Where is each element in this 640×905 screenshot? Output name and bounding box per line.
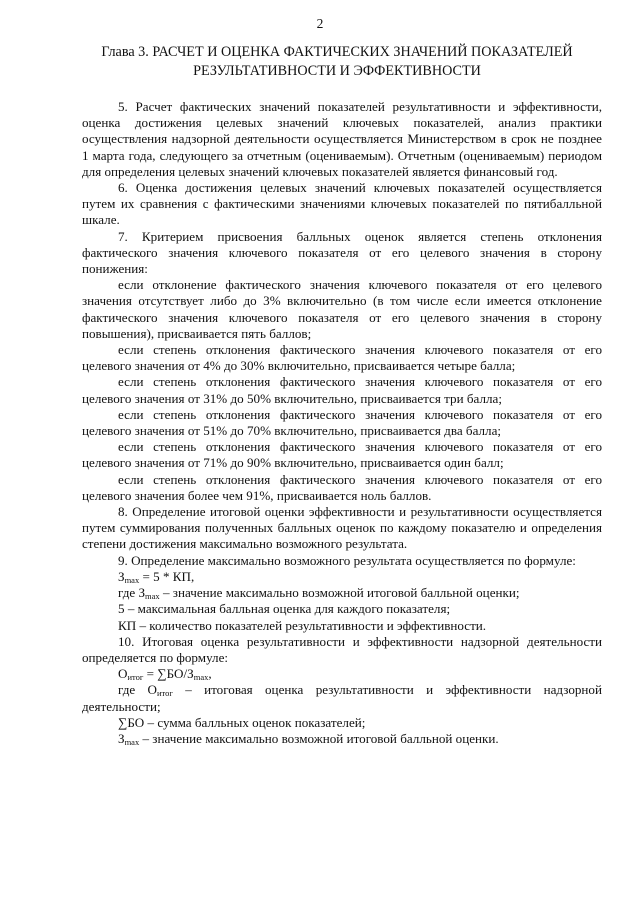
criterion-three-points: если степень отклонения фактического значения ключевого показателя от его целевого значения от 31% до 50% включительно, присваивается три балла; bbox=[82, 374, 602, 406]
formula-max-rhs: = 5 * КП, bbox=[139, 568, 195, 584]
paragraph-7: 7. Критерием присвоения балльных оценок является степень отклонения фактического значения ключевого показателя от его целевого значения в сторону понижения: bbox=[82, 228, 602, 277]
page-number: 2 bbox=[316, 16, 324, 31]
formula-max-score bbox=[82, 569, 602, 585]
criterion-five-points: если отклонение фактического значения ключевого показателя от его целевого значения отсутствует либо до 3% включительно (в том числе если имеется отклонение фактического значения ключевого показателя от его целевого значения в сторону повышения), присваивается пять баллов; bbox=[82, 277, 602, 341]
paragraph-10: 10. Итоговая оценка результативности и эффективности надзорной деятельности определяется по формуле: bbox=[82, 633, 602, 665]
formula-final-lhs: О bbox=[118, 666, 128, 682]
def-prefix: где О bbox=[118, 682, 157, 698]
formula-final-tail: , bbox=[208, 666, 212, 682]
criterion-two-points: если степень отклонения фактического значения ключевого показателя от его целевого значения от 51% до 70% включительно, присваивается два балла; bbox=[82, 406, 602, 439]
paragraph-8: 8. Определение итоговой оценки эффективности и результативности осуществляется путем суммирования полученных балльных оценок по каждому показателю и определения степени достижения максимально возможного результата. bbox=[82, 504, 602, 552]
def-subscript: max bbox=[124, 736, 140, 747]
def-text: – значение максимально возможной итоговой балльной оценки. bbox=[139, 730, 499, 746]
formula-final-definition-1 bbox=[82, 682, 602, 714]
def-text: – итоговая оценка результативности и эффективности надзорной деятельности; bbox=[82, 682, 602, 714]
criterion-zero-points: если степень отклонения фактического значения ключевого показателя от его целевого значения более чем 91%, присваивается ноль баллов. bbox=[82, 471, 602, 503]
paragraph-5: 5. Расчет фактических значений показателей результативности и эффективности, оценка достижения целевых значений ключевых показателей, анализ практики осуществления надзорной деятельности осуществляется Министерством в срок не позднее 1 марта года, следующего за отчетным (оцениваемым). Отчетным (оцениваемым) периодом для определения целевых значений ключевых показателей является финансовый год. bbox=[82, 99, 602, 179]
formula-final-score bbox=[82, 666, 602, 682]
chapter-title: Глава 3. РАСЧЕТ И ОЦЕНКА ФАКТИЧЕСКИХ ЗНАЧЕНИЙ ПОКАЗАТЕЛЕЙ РЕЗУЛЬТАТИВНОСТИ И ЭФФЕКТИВНОСТИ bbox=[101, 44, 573, 79]
formula-final-mid: = ∑БО/З bbox=[143, 666, 194, 682]
formula-final-definition-3 bbox=[82, 731, 602, 747]
criterion-one-point: если степень отклонения фактического значения ключевого показателя от его целевого значения от 71% до 90% включительно, присваивается один балл; bbox=[82, 439, 602, 471]
def-subscript: итог bbox=[157, 688, 173, 699]
formula-max-definition-1 bbox=[82, 585, 602, 601]
formula-final-lhs-subscript: итог bbox=[127, 672, 144, 683]
paragraph-6: 6. Оценка достижения целевых значений ключевых показателей осуществляется путем их сравнения с фактическими значениями ключевых показателей по пятибалльной шкале. bbox=[82, 180, 602, 228]
formula-final-definition-2: ∑БО – сумма балльных оценок показателей; bbox=[118, 714, 366, 730]
document-body bbox=[82, 99, 602, 747]
formula-final-rhs-subscript: max bbox=[193, 672, 209, 683]
formula-max-definition-3: КП – количество показателей результативности и эффективности. bbox=[118, 617, 487, 633]
def-prefix: где З bbox=[118, 585, 146, 601]
def-prefix: З bbox=[118, 730, 125, 746]
def-subscript: max bbox=[145, 591, 160, 602]
def-text: – значение максимально возможной итоговой балльной оценки; bbox=[159, 585, 520, 601]
criterion-four-points: если степень отклонения фактического значения ключевого показателя от его целевого значения от 4% до 30% включительно, присваивается четыре балла; bbox=[82, 342, 602, 374]
formula-max-subscript: max bbox=[124, 574, 140, 585]
formula-max-definition-2: 5 – максимальная балльная оценка для каждого показателя; bbox=[118, 601, 451, 617]
paragraph-9: 9. Определение максимально возможного результата осуществляется по формуле: bbox=[118, 552, 576, 568]
formula-max-lhs: З bbox=[118, 568, 125, 584]
